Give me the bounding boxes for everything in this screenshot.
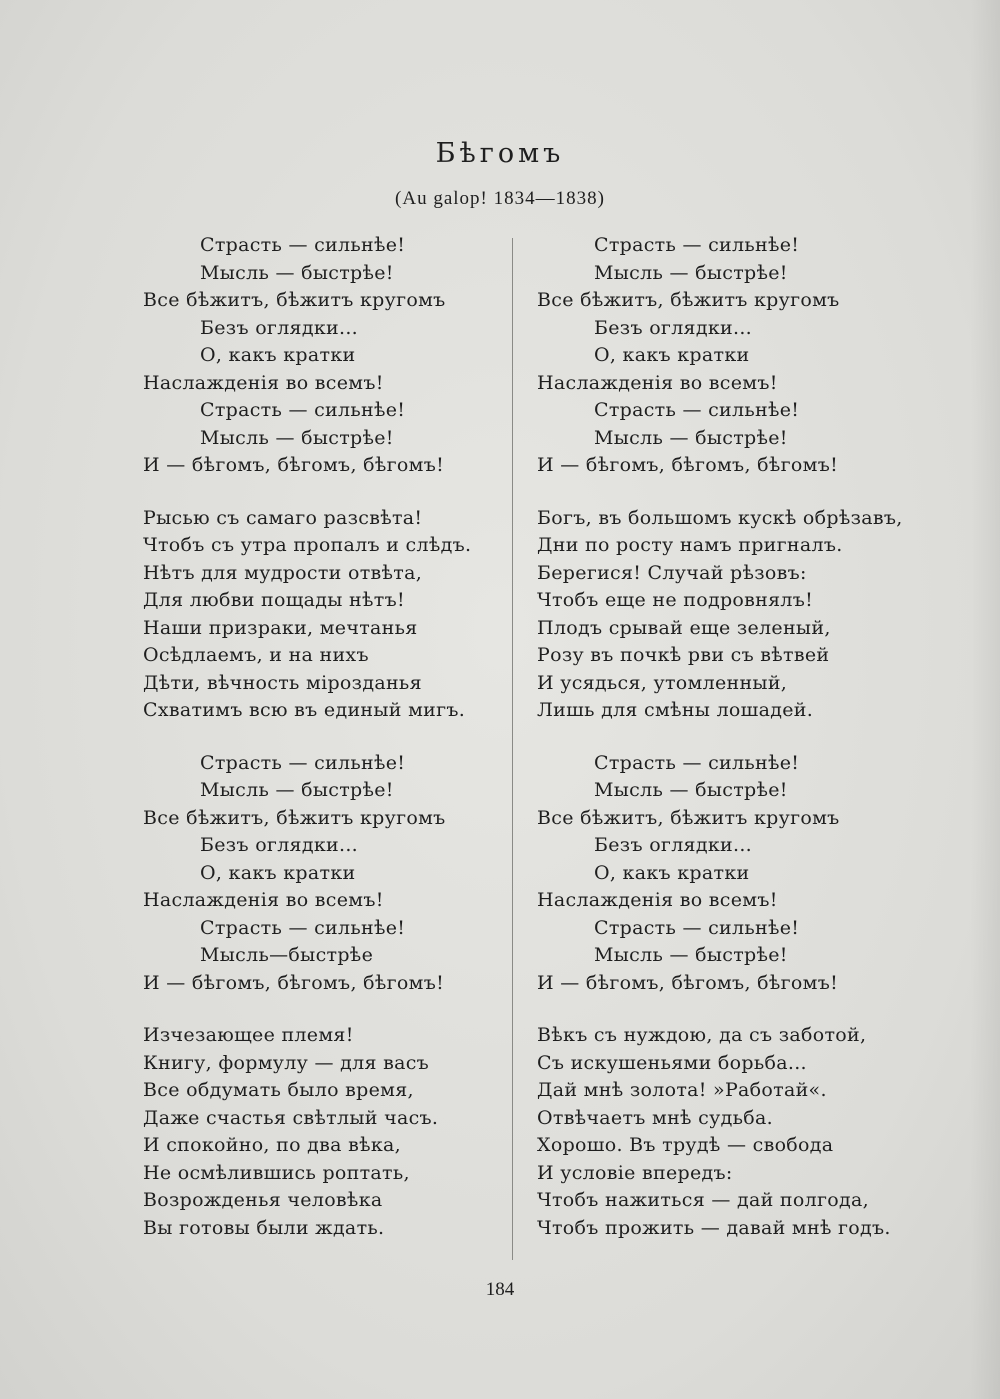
verse-line: И спокойно, по два вѣка,	[143, 1134, 402, 1156]
verse-line: Наслажденія во всемъ!	[143, 889, 384, 911]
verse-line: Безъ оглядки...	[200, 834, 359, 856]
stanza	[143, 232, 523, 480]
verse-line: Возрожденья человѣка	[143, 1189, 383, 1211]
verse-line: Мысль — быстрѣе!	[200, 261, 394, 284]
verse-line: Вы готовы были ждать.	[143, 1216, 385, 1239]
verse-line: Мысль — быстрѣе!	[200, 779, 394, 801]
verse-line: Схватимъ всю въ единый мигъ.	[143, 699, 466, 721]
stanza	[143, 1022, 523, 1242]
stanza	[537, 232, 917, 480]
stanza	[143, 505, 523, 725]
verse-line: Мысль—быстрѣе	[200, 944, 374, 966]
verse-line: Изчезающее племя!	[143, 1024, 354, 1046]
verse-line: Мысль — быстрѣе!	[594, 426, 788, 449]
verse-line: Страсть — сильнѣе!	[594, 399, 800, 421]
verse-line: О, какъ кратки	[200, 344, 356, 366]
verse-line: Страсть — сильнѣе!	[200, 399, 406, 421]
verse-line: Осѣдлаемъ, и на нихъ	[143, 644, 369, 666]
verse-line: Плодъ срывай еще зеленый,	[537, 616, 831, 639]
verse-line: Чтобъ прожить — давай мнѣ годъ.	[537, 1216, 891, 1239]
right-column	[537, 232, 917, 1267]
verse-line: Страсть — сильнѣе!	[200, 916, 406, 939]
verse-line: И — бѣгомъ, бѣгомъ, бѣгомъ!	[537, 971, 839, 994]
verse-line: Лишь для смѣны лошадей.	[537, 699, 814, 721]
verse-line: Мысль — быстрѣе!	[594, 779, 788, 801]
stanza	[537, 505, 917, 725]
verse-line: И — бѣгомъ, бѣгомъ, бѣгомъ!	[143, 971, 445, 994]
verse-line: О, какъ кратки	[594, 861, 750, 884]
verse-line: Все бѣжитъ, бѣжитъ кругомъ	[143, 289, 446, 311]
verse-line: О, какъ кратки	[200, 861, 356, 884]
verse-line: Рысью съ самаго разсвѣта!	[143, 506, 423, 529]
verse-line: Все бѣжитъ, бѣжитъ кругомъ	[537, 806, 840, 829]
verse-line: Чтобъ съ утра пропалъ и слѣдъ.	[143, 534, 472, 556]
verse-line: Наслажденія во всемъ!	[537, 889, 778, 911]
verse-line: Наслажденія во всемъ!	[537, 371, 778, 394]
stanza	[537, 750, 917, 998]
verse-line: И условіе впередъ:	[537, 1161, 733, 1184]
verse-line: Берегися! Случай рѣзовъ:	[537, 561, 807, 584]
stanza	[143, 750, 523, 998]
verse-line: Мысль — быстрѣе!	[594, 944, 788, 966]
verse-line: Безъ оглядки...	[200, 316, 359, 339]
verse-line: Вѣкъ съ нуждою, да съ заботой,	[537, 1024, 867, 1046]
verse-line: Наши призраки, мечтанья	[143, 616, 418, 639]
verse-line: Все обдумать было время,	[143, 1079, 414, 1101]
verse-line: Безъ оглядки...	[594, 834, 753, 856]
verse-line: Страсть — сильнѣе!	[594, 751, 800, 774]
verse-line: Все бѣжитъ, бѣжитъ кругомъ	[143, 806, 446, 829]
verse-line: О, какъ кратки	[594, 344, 750, 366]
verse-line: Нѣтъ для мудрости отвѣта,	[143, 561, 423, 584]
verse-line: Богъ, въ большомъ кускѣ обрѣзавъ,	[537, 506, 903, 529]
verse-line: Отвѣчаетъ мнѣ судьба.	[537, 1106, 773, 1129]
left-column	[143, 232, 523, 1267]
verse-line: Безъ оглядки...	[594, 316, 753, 339]
poem-subtitle: (Au galop! 1834—1838)	[395, 188, 605, 209]
verse-line: Мысль — быстрѣе!	[200, 426, 394, 449]
poem-title: Бѣгомъ	[435, 138, 565, 169]
verse-line: Не осмѣлившись роптать,	[143, 1161, 410, 1184]
verse-line: Дни по росту намъ пригналъ.	[537, 534, 843, 556]
verse-line: Даже счастья свѣтлый часъ.	[143, 1106, 439, 1129]
verse-line: Розу въ почкѣ рви съ вѣтвей	[537, 644, 830, 666]
verse-line: Чтобъ еще не подровнялъ!	[537, 589, 814, 611]
verse-line: Страсть — сильнѣе!	[594, 916, 800, 939]
verse-line: Страсть — сильнѣе!	[594, 234, 800, 256]
verse-line: Книгу, формулу — для васъ	[143, 1051, 430, 1074]
verse-line: Дѣти, вѣчность мірозданья	[143, 671, 422, 694]
verse-line: Мысль — быстрѣе!	[594, 261, 788, 284]
verse-line: Все бѣжитъ, бѣжитъ кругомъ	[537, 289, 840, 311]
verse-line: Наслажденія во всемъ!	[143, 371, 384, 394]
verse-line: Съ искушеньями борьба...	[537, 1051, 807, 1074]
verse-line: И — бѣгомъ, бѣгомъ, бѣгомъ!	[537, 454, 839, 476]
verse-line: Страсть — сильнѣе!	[200, 751, 406, 774]
verse-line: Страсть — сильнѣе!	[200, 234, 406, 256]
verse-line: Для любви пощады нѣтъ!	[143, 589, 405, 611]
stanza	[537, 1022, 917, 1242]
verse-line: Дай мнѣ золота! »Работай«.	[537, 1079, 827, 1101]
verse-line: Хорошо. Въ трудѣ — свобода	[537, 1134, 834, 1156]
page-number: 184	[485, 1279, 515, 1300]
verse-line: И усядься, утомленный,	[537, 671, 788, 694]
verse-line: Чтобъ нажиться — дай полгода,	[537, 1189, 869, 1211]
verse-line: И — бѣгомъ, бѣгомъ, бѣгомъ!	[143, 454, 445, 476]
